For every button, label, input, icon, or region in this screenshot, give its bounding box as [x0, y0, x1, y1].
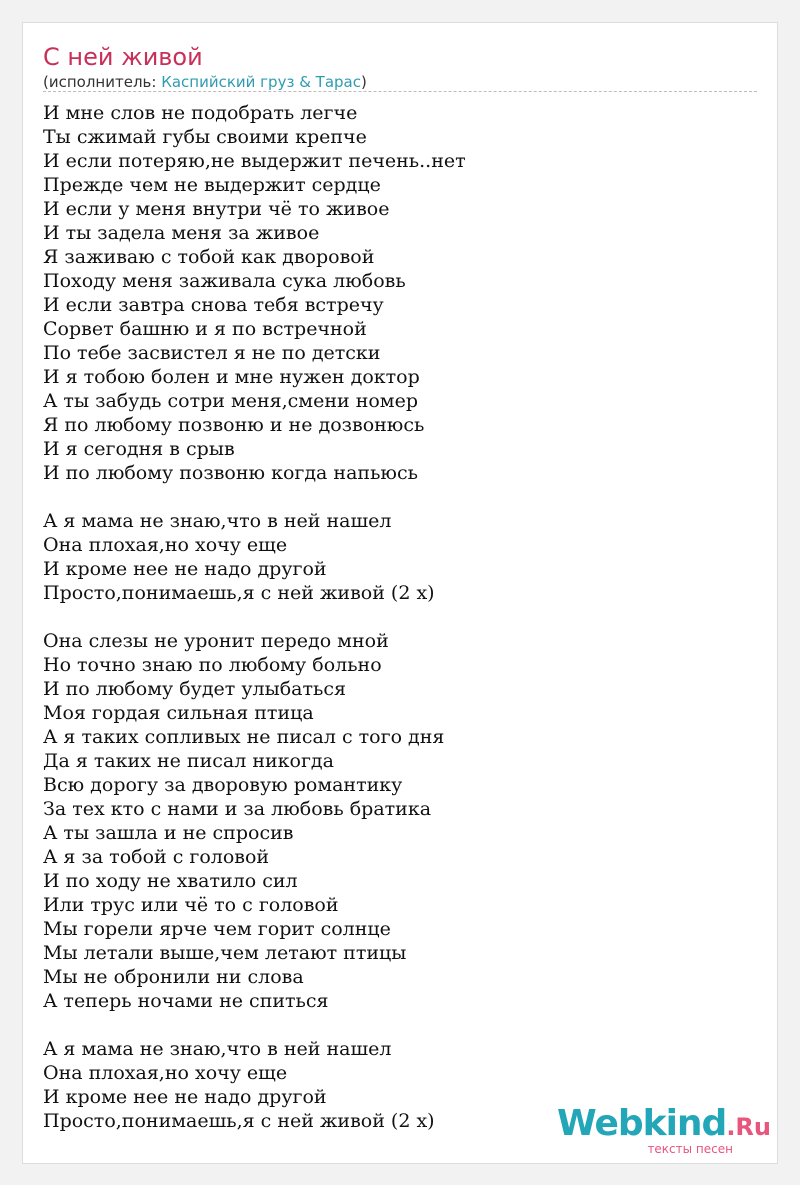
logo-wordmark — [557, 1105, 771, 1143]
artist-link[interactable]: Каспийский груз & Тарас — [161, 73, 361, 91]
song-title: С ней живой — [43, 43, 203, 71]
lyrics-text: И мне слов не подобрать легче Ты сжимай губы своими крепче И если потеряю,не выдержит печень..нет Прежде чем не выдержит сердце И если у меня внутри чё то живое И ты задела меня за живое Я заживаю с тобой как дворовой Походу меня заживала сука любовь И если завтра снова тебя встречу Сорвет башню и я по встречной По тебе засвистел я не по детски И я тобою болен и мне нужен доктор А ты забудь сотри меня,смени номер Я по любому позвоню и не дозвонюсь И я сегодня в срыв И по любому позвоню когда напьюсь А я мама не знаю,что в ней нашел Она плохая,но хочу еще И кроме нее не надо другой Просто,понимаешь,я с ней живой (2 х) Она слезы не уронит передо мной Но точно знаю по любому больно И по любому будет улыбаться Моя гордая сильная птица А я таких сопливых не писал с того дня Да я таких не писал никогда Всю дорогу за дворовую романтику За тех кто с нами и за любовь братика А ты зашла и не спросив А я за тобой с головой И по ходу не хватило сил Или трус или чё то с головой Мы горели ярче чем горит солнце Мы летали выше,чем летают птицы Мы не обронили ни слова А теперь ночами не спиться А я мама не знаю,что в ней нашел Она плохая,но хочу еще И кроме нее не надо другой Просто,понимаешь,я с ней живой (2 х) — [43, 102, 466, 1132]
lyrics-card — [22, 22, 778, 1164]
artist-prefix: (исполнитель: — [43, 73, 162, 91]
logo-main: Webkind — [557, 1103, 727, 1144]
artist-suffix: ) — [360, 73, 367, 91]
divider — [43, 91, 757, 92]
artist-line — [43, 73, 367, 91]
logo-subtitle: тексты песен — [647, 1142, 733, 1156]
site-logo[interactable] — [557, 1105, 771, 1155]
logo-ru: .Ru — [726, 1113, 771, 1141]
